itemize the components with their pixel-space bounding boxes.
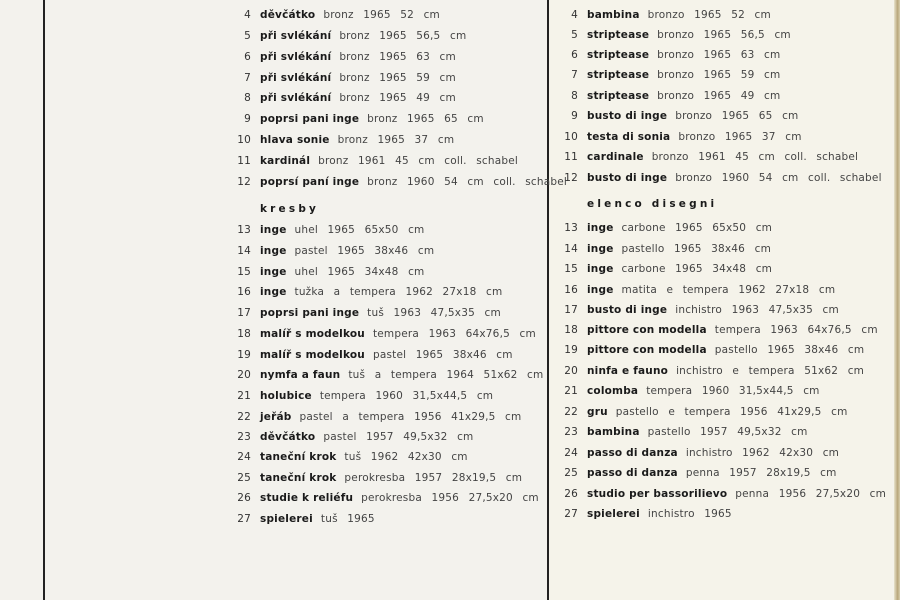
catalog-entry (229, 491, 539, 505)
entry-title: pittore con modella (587, 324, 707, 336)
entry-number: 27 (237, 513, 251, 525)
entry-details: bronzo 1965 59 cm (657, 69, 781, 81)
entry-details: bronz 1965 49 cm (339, 92, 456, 104)
entry-number: 21 (564, 385, 578, 397)
entry-number: 18 (237, 328, 251, 340)
entry-title: při svlékání (260, 51, 332, 63)
entry-details: perokresba 1957 28x19,5 cm (344, 472, 523, 484)
entry-details: perokresba 1956 27,5x20 cm (361, 492, 539, 504)
entry-title: inge (587, 243, 614, 255)
entry-number: 11 (564, 151, 578, 163)
entry-details: bronzo 1965 37 cm (678, 131, 802, 143)
catalog-entry (229, 71, 456, 85)
entry-details: pastel 1965 38x46 cm (372, 349, 513, 361)
entry-number: 6 (244, 51, 251, 63)
catalog-entry (229, 154, 518, 168)
catalog-entry (556, 171, 882, 185)
catalog-entry (556, 221, 772, 235)
book-edge (894, 0, 900, 600)
entry-title: striptease (587, 29, 650, 41)
catalog-entry (556, 130, 802, 144)
entry-number: 14 (564, 243, 578, 255)
entry-details: penna 1956 27,5x20 cm (735, 488, 887, 500)
entry-title: busto di inge (587, 172, 668, 184)
catalog-entry (229, 112, 484, 126)
entry-details: inchistro 1963 47,5x35 cm (675, 304, 839, 316)
entry-number: 12 (237, 176, 251, 188)
entry-title: passo di danza (587, 467, 678, 479)
entry-number: 16 (564, 284, 578, 296)
catalog-entry (556, 384, 820, 398)
entry-title: spielerei (587, 508, 640, 520)
catalog-entry (229, 8, 440, 22)
catalog-entry (556, 109, 798, 123)
entry-details: tuš a tempera 1964 51x62 cm (348, 369, 544, 381)
entry-details: tempera 1963 64x76,5 cm (714, 324, 878, 336)
entry-title: ninfa e fauno (587, 365, 669, 377)
entry-number: 25 (564, 467, 578, 479)
entry-title: striptease (587, 49, 650, 61)
entry-title: passo di danza (587, 447, 678, 459)
catalog-entry (229, 223, 424, 237)
entry-details: carbone 1965 65x50 cm (621, 222, 773, 234)
entry-details: bronz 1965 63 cm (339, 51, 456, 63)
catalog-entry (556, 343, 864, 357)
entry-details: tuš 1965 (320, 513, 375, 525)
catalog-entry (556, 242, 771, 256)
entry-title: busto di inge (587, 110, 668, 122)
catalog-entry (229, 389, 493, 403)
entry-details: pastel 1965 38x46 cm (294, 245, 435, 257)
entry-details: bronz 1965 52 cm (323, 9, 440, 21)
entry-details: bronzo 1960 54 cm coll. schabel (675, 172, 882, 184)
entry-number: 16 (237, 286, 251, 298)
entry-details: tuš 1962 42x30 cm (344, 451, 468, 463)
entry-title: taneční krok (260, 472, 337, 484)
catalog-entry (556, 405, 848, 419)
entry-number: 19 (564, 344, 578, 356)
entry-details: inchistro 1965 (647, 508, 732, 520)
entry-number: 9 (571, 110, 578, 122)
entry-title: poprsi pani inge (260, 113, 360, 125)
catalog-entry (556, 283, 835, 297)
catalog-entry (229, 175, 567, 189)
catalog-entry (229, 133, 454, 147)
entry-number: 13 (237, 224, 251, 236)
entry-number: 12 (564, 172, 578, 184)
entry-title: hlava sonie (260, 134, 330, 146)
entry-number: 7 (244, 72, 251, 84)
entry-number: 17 (237, 307, 251, 319)
entry-details: tempera 1960 31,5x44,5 cm (646, 385, 820, 397)
entry-details: pastello 1957 49,5x32 cm (647, 426, 808, 438)
entry-details: bronzo 1965 56,5 cm (657, 29, 791, 41)
catalog-entry (229, 410, 521, 424)
entry-title: děvčátko (260, 431, 316, 443)
entry-title: striptease (587, 69, 650, 81)
catalog-entry (556, 507, 732, 521)
catalog-entry (556, 150, 858, 164)
entry-number: 20 (564, 365, 578, 377)
entry-number: 7 (571, 69, 578, 81)
entry-title: inge (587, 222, 614, 234)
entry-title: poprsi pani inge (260, 307, 360, 319)
entry-title: inge (587, 263, 614, 275)
entry-number: 4 (244, 9, 251, 21)
catalog-entry (229, 50, 456, 64)
entry-details: inchistro 1962 42x30 cm (685, 447, 840, 459)
entry-title: při svlékání (260, 92, 332, 104)
entry-number: 4 (571, 9, 578, 21)
catalog-entry (229, 327, 536, 341)
catalog-entry (556, 8, 771, 22)
catalog-entry (229, 244, 434, 258)
entry-number: 27 (564, 508, 578, 520)
entry-details: pastello e tempera 1956 41x29,5 cm (615, 406, 848, 418)
catalog-entry (556, 323, 878, 337)
catalog-entry (229, 471, 522, 485)
entry-number: 10 (564, 131, 578, 143)
catalog-entry (556, 425, 808, 439)
entry-title: malíř s modelkou (260, 349, 365, 361)
entry-number: 15 (564, 263, 578, 275)
entry-details: pastello 1965 38x46 cm (621, 243, 771, 255)
entry-title: jeřáb (260, 411, 292, 423)
entry-details: tužka a tempera 1962 27x18 cm (294, 286, 503, 298)
entry-details: tempera 1963 64x76,5 cm (372, 328, 536, 340)
catalog-entry (556, 68, 780, 82)
section-heading-drawings: elenco disegni (587, 198, 718, 210)
entry-details: bronzo 1965 52 cm (647, 9, 771, 21)
entry-title: děvčátko (260, 9, 316, 21)
entry-number: 14 (237, 245, 251, 257)
entry-details: bronzo 1961 45 cm coll. schabel (651, 151, 859, 163)
entry-number: 8 (571, 90, 578, 102)
entry-details: bronz 1965 59 cm (339, 72, 456, 84)
entry-title: pittore con modella (587, 344, 707, 356)
entry-number: 11 (237, 155, 251, 167)
entry-details: inchistro e tempera 51x62 cm (676, 365, 865, 377)
entry-details: uhel 1965 65x50 cm (294, 224, 425, 236)
entry-number: 8 (244, 92, 251, 104)
center-divider-rule (547, 0, 549, 600)
catalog-entry (556, 446, 839, 460)
left-margin-rule (43, 0, 45, 600)
entry-number: 22 (237, 411, 251, 423)
entry-details: bronzo 1965 65 cm (675, 110, 799, 122)
catalog-entry (229, 29, 466, 43)
entry-title: busto di inge (587, 304, 668, 316)
entry-title: taneční krok (260, 451, 337, 463)
entry-number: 15 (237, 266, 251, 278)
entry-details: bronz 1960 54 cm coll. schabel (367, 176, 568, 188)
entry-title: holubice (260, 390, 312, 402)
entry-title: striptease (587, 90, 650, 102)
entry-title: spielerei (260, 513, 313, 525)
entry-title: studio per bassorilievo (587, 488, 728, 500)
entry-details: pastello 1965 38x46 cm (714, 344, 865, 356)
entry-number: 18 (564, 324, 578, 336)
catalog-entry (556, 487, 886, 501)
entry-number: 24 (564, 447, 578, 459)
entry-title: inge (587, 284, 614, 296)
entry-number: 23 (237, 431, 251, 443)
entry-details: pastel 1957 49,5x32 cm (323, 431, 474, 443)
entry-title: inge (260, 224, 287, 236)
entry-title: při svlékání (260, 30, 332, 42)
entry-title: inge (260, 266, 287, 278)
catalog-entry (229, 512, 375, 526)
entry-details: carbone 1965 34x48 cm (621, 263, 773, 275)
entry-details: bronzo 1965 49 cm (657, 90, 781, 102)
catalog-entry (229, 368, 543, 382)
catalog-entry (229, 306, 501, 320)
section-heading-drawings: kresby (260, 203, 320, 215)
entry-details: bronz 1965 65 cm (367, 113, 484, 125)
catalog-entry (556, 364, 864, 378)
entry-details: tuš 1963 47,5x35 cm (367, 307, 501, 319)
entry-title: poprsí paní inge (260, 176, 360, 188)
entry-title: inge (260, 286, 287, 298)
catalog-entry (229, 348, 513, 362)
catalog-entry (229, 285, 502, 299)
catalog-entry (556, 262, 772, 276)
entry-title: bambina (587, 426, 640, 438)
entry-number: 9 (244, 113, 251, 125)
entry-number: 19 (237, 349, 251, 361)
entry-number: 5 (571, 29, 578, 41)
entry-number: 25 (237, 472, 251, 484)
entry-number: 10 (237, 134, 251, 146)
entry-title: gru (587, 406, 608, 418)
entry-details: bronz 1965 37 cm (337, 134, 455, 146)
catalog-entry (556, 466, 837, 480)
entry-number: 21 (237, 390, 251, 402)
entry-number: 26 (564, 488, 578, 500)
catalog-entry (556, 48, 780, 62)
entry-details: matita e tempera 1962 27x18 cm (621, 284, 836, 296)
entry-details: pastel a tempera 1956 41x29,5 cm (299, 411, 522, 423)
entry-details: uhel 1965 34x48 cm (294, 266, 425, 278)
entry-title: při svlékání (260, 72, 332, 84)
entry-details: bronz 1965 56,5 cm (339, 30, 467, 42)
entry-number: 5 (244, 30, 251, 42)
catalog-entry (229, 430, 473, 444)
catalog-entry (556, 303, 839, 317)
entry-title: colomba (587, 385, 639, 397)
entry-number: 22 (564, 406, 578, 418)
entry-number: 26 (237, 492, 251, 504)
catalog-entry (229, 91, 456, 105)
catalog-entry (229, 450, 468, 464)
entry-details: penna 1957 28x19,5 cm (685, 467, 837, 479)
entry-number: 6 (571, 49, 578, 61)
catalog-entry (556, 28, 791, 42)
entry-details: bronzo 1965 63 cm (657, 49, 781, 61)
entry-details: bronz 1961 45 cm coll. schabel (318, 155, 518, 167)
catalog-entry (229, 265, 424, 279)
entry-number: 20 (237, 369, 251, 381)
entry-number: 17 (564, 304, 578, 316)
entry-title: nymfa a faun (260, 369, 341, 381)
entry-title: inge (260, 245, 287, 257)
catalog-entry (556, 89, 780, 103)
entry-number: 13 (564, 222, 578, 234)
entry-title: cardinale (587, 151, 644, 163)
entry-title: malíř s modelkou (260, 328, 365, 340)
entry-title: bambina (587, 9, 640, 21)
entry-details: tempera 1960 31,5x44,5 cm (319, 390, 494, 402)
entry-number: 24 (237, 451, 251, 463)
entry-title: studie k reliéfu (260, 492, 354, 504)
entry-title: testa di sonia (587, 131, 671, 143)
entry-number: 23 (564, 426, 578, 438)
entry-title: kardinál (260, 155, 311, 167)
